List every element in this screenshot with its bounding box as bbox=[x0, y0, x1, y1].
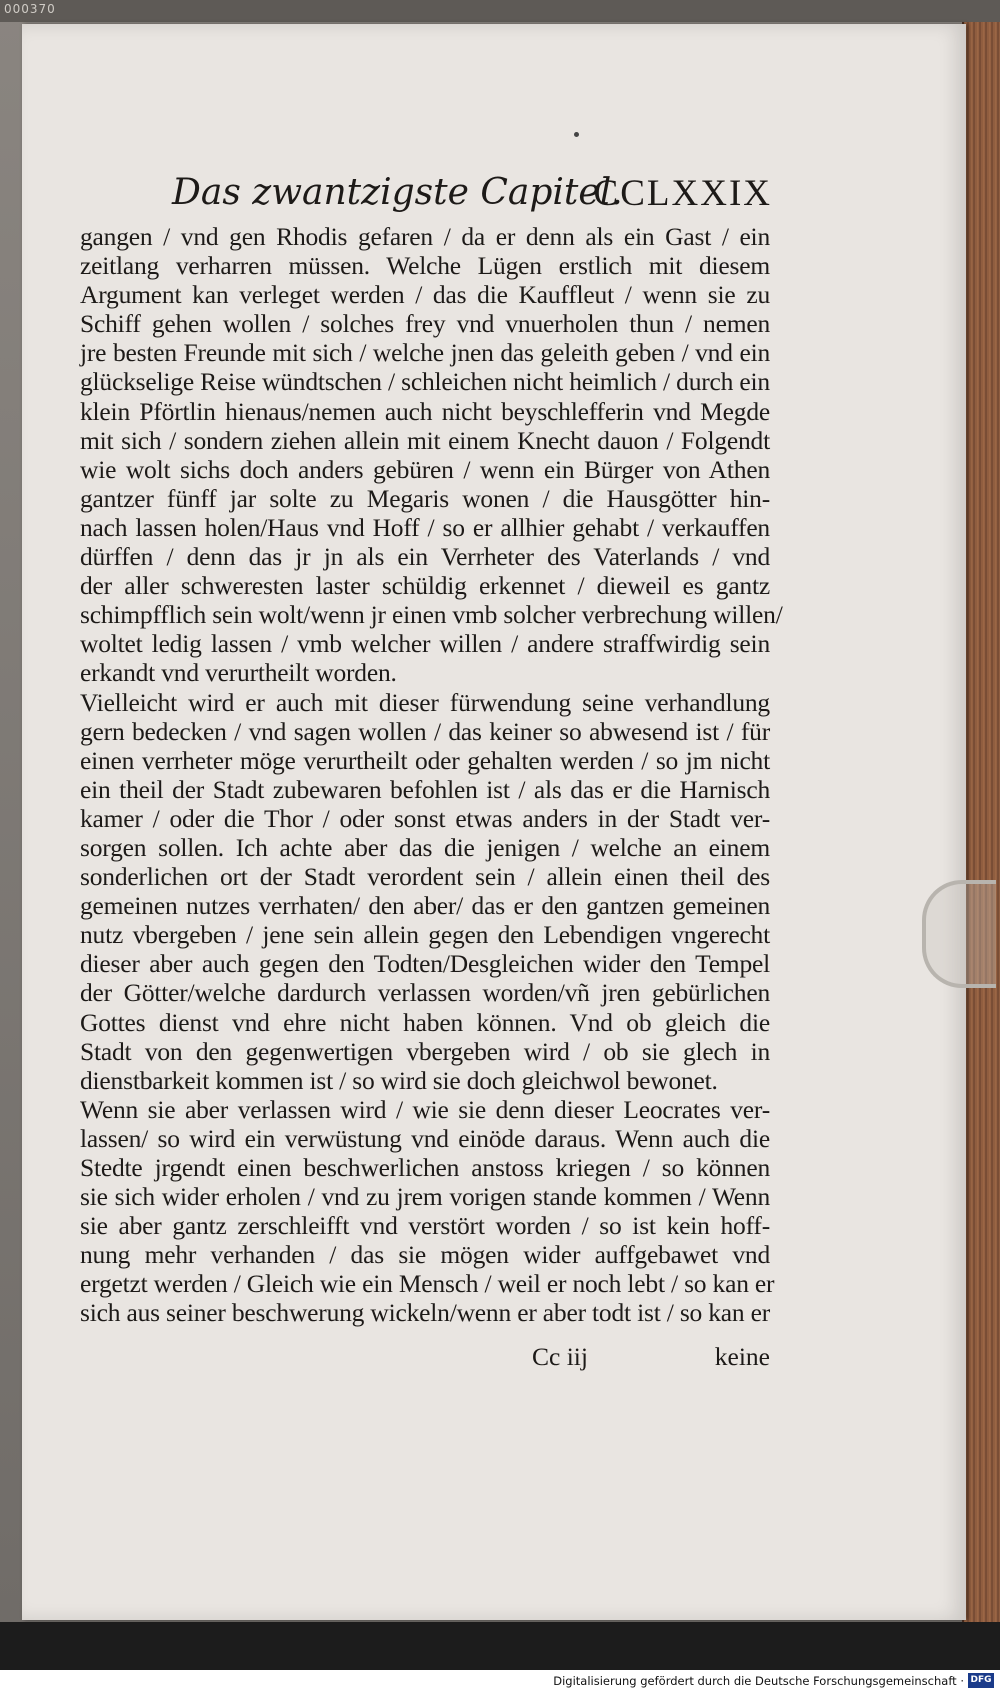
page-holder-clip bbox=[922, 880, 996, 988]
book-fore-edge bbox=[962, 22, 1000, 1622]
page-mark-dot bbox=[574, 132, 579, 137]
text-line: wie wolt sichs doch anders gebüren / wenn ein Bürger von Athen bbox=[80, 454, 770, 484]
dfg-logo: DFG bbox=[968, 1673, 994, 1688]
text-line: ergetzt werden / Gleich wie ein Mensch / weil er noch lebt / so kan er bbox=[80, 1269, 775, 1299]
text-line: sie sich wider erholen / vnd zu jrem vorigen stande kommen / Wenn bbox=[80, 1182, 770, 1212]
text-line: mit sich / sondern ziehen allein mit einem Knecht dauon / Folgendt bbox=[80, 425, 770, 455]
text-line: jre besten Freunde mit sich / welche jnen das geleith geben / vnd ein bbox=[80, 338, 770, 368]
text-line: glückselige Reise wündtschen / schleichen nicht heimlich / durch ein bbox=[80, 367, 770, 397]
text-line: dienstbarkeit kommen ist / so wird sie doch gleichwol bewonet. bbox=[80, 1065, 718, 1095]
text-line: zeitlang verharren müssen. Welche Lügen erstlich mit diesem bbox=[80, 251, 770, 281]
text-line: nung mehr verhanden / das sie mögen wider auffgebawet vnd bbox=[80, 1240, 770, 1270]
bottom-scan-strip bbox=[0, 1622, 1000, 1670]
text-line: sonderlichen ort der Stadt verordent sein / allein einen theil des bbox=[80, 862, 770, 892]
text-line: sich aus seiner beschwerung wickeln/wenn er aber todt ist / so kan er bbox=[80, 1298, 771, 1328]
book-page bbox=[22, 24, 966, 1620]
text-line: der aller schweresten laster schüldig erkennet / dieweil es gantz bbox=[80, 571, 770, 601]
text-line: gantzer fünff jar solte zu Megaris wonen / die Hausgötter hin- bbox=[80, 483, 770, 513]
text-line: dieser aber auch gegen den Todten/Desgleichen wider den Tempel bbox=[80, 949, 770, 979]
top-scan-strip bbox=[0, 0, 1000, 22]
text-line: Schiff gehen wollen / solches frey vnd vnuerholen thun / nemen bbox=[80, 309, 770, 339]
text-line: Gottes dienst vnd ehre nicht haben können. Vnd ob gleich die bbox=[80, 1007, 770, 1037]
scan-number: 000370 bbox=[4, 2, 56, 16]
text-line: dürffen / denn das jr jn als ein Verrheter des Vaterlands / vnd bbox=[80, 542, 770, 572]
text-line: klein Pförtlin hienaus/nemen auch nicht beyschlefferin vnd Megde bbox=[80, 396, 770, 426]
chapter-title: Das zwantzigste Capitel. bbox=[172, 172, 623, 213]
text-line: kamer / oder die Thor / oder sonst etwas anders in der Stadt ver- bbox=[80, 803, 770, 833]
text-line: gemeinen nutzes verrhaten/ den aber/ das er den gantzen gemeinen bbox=[80, 891, 770, 921]
catchword: keine bbox=[714, 1342, 770, 1371]
text-line: woltet ledig lassen / vmb welcher willen / andere straffwirdig sein bbox=[80, 629, 770, 659]
signature-mark: Cc iij bbox=[532, 1342, 588, 1371]
folio-number: CCLXXIX bbox=[593, 173, 772, 214]
text-line: nach lassen holen/Haus vnd Hoff / so er allhier gehabt / verkauffen bbox=[80, 512, 770, 542]
text-line: sorgen sollen. Ich achte aber das die jenigen / welche an einem bbox=[80, 832, 770, 862]
text-line: sie aber gantz zerschleifft vnd verstört worden / so ist kein hoff- bbox=[80, 1211, 770, 1241]
text-line: Argument kan verleget werden / das die Kauffleut / wenn sie zu bbox=[80, 280, 770, 310]
text-line: Vielleicht wird er auch mit dieser fürwendung seine verhandlung bbox=[80, 687, 770, 717]
text-line: ein theil der Stadt zubewaren befohlen ist / als das er die Harnisch bbox=[80, 774, 770, 804]
text-line: Stedte jrgendt einen beschwerlichen anstoss kriegen / so können bbox=[80, 1153, 770, 1182]
footer-credit: Digitalisierung gefördert durch die Deutsche Forschungsgemeinschaft · bbox=[553, 1674, 964, 1688]
text-line: lassen/ so wird ein verwüstung vnd einöde daraus. Wenn auch die bbox=[80, 1123, 770, 1153]
text-line: nutz vbergeben / jene sein allein gegen den Lebendigen vngerecht bbox=[80, 920, 770, 950]
text-line: Wenn sie aber verlassen wird / wie sie denn dieser Leocrates ver- bbox=[80, 1094, 770, 1124]
catchline bbox=[80, 1342, 770, 1372]
running-head bbox=[172, 172, 772, 218]
footer-bar bbox=[0, 1670, 1000, 1692]
body-text bbox=[80, 222, 783, 1328]
text-line: erkandt vnd verurtheilt worden. bbox=[80, 658, 397, 688]
text-line: Stadt von den gegenwertigen vbergeben wird / ob sie glech in bbox=[80, 1036, 770, 1066]
text-line: gern bedecken / vnd sagen wollen / das keiner so abwesend ist / für bbox=[80, 716, 770, 746]
text-line: einen verrheter möge verurtheilt oder gehalten werden / so jm nicht bbox=[80, 745, 770, 775]
text-line: schimpfflich sein wolt/wenn jr einen vmb solcher verbrechung willen/ bbox=[80, 600, 783, 630]
text-line: der Götter/welche dardurch verlassen worden/vñ jren gebürlichen bbox=[80, 978, 770, 1008]
text-line: gangen / vnd gen Rhodis gefaren / da er denn als ein Gast / ein bbox=[80, 222, 770, 251]
